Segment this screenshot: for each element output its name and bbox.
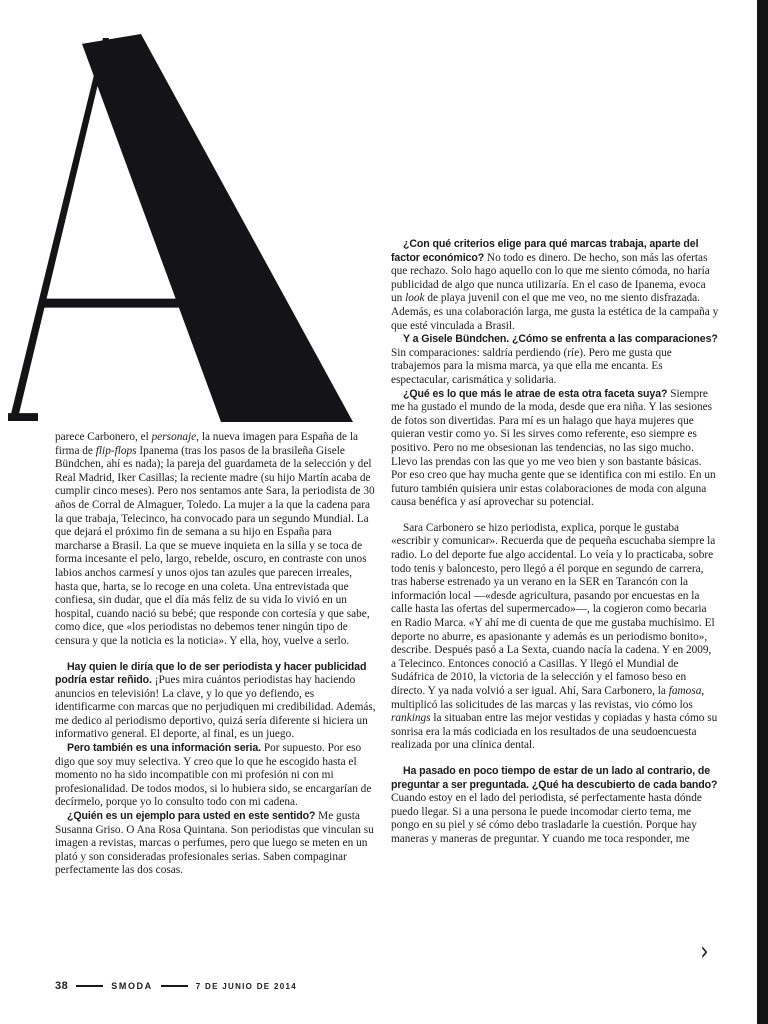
paragraph [55, 810, 376, 878]
text-segment-regular: Por supuesto. Por eso digo que soy muy selectiva. Y creo que lo que he escogido hasta el momento no ha sido incompatible con mi profesión ni con mi profesionalidad. De todos modos, si lo hubiera sido, se encargarían de decírmelo, porque yo lo consulto todo con mi cadena. [55, 742, 372, 809]
dropcap-thick-stroke [82, 34, 353, 422]
dropcap-hairline-stroke [10, 38, 109, 418]
text-segment-regular: Siempre me ha gustado el mundo de la moda, desde que era niña. Y las sesiones de fotos son divertidas. Para mí es un halago que haya mujeres que quieran vestir como yo. Si les sirves como referente, eso siempre es positivo. Pero no me obsesionan las tendencias, no las sigo mucho. Llevo las prendas con las que yo me veo bien y son bastante básicas. Por eso creo que hay mucha gente que se identifica con mi estilo. En un futuro también quisiera unir estas colaboraciones de moda con alguna causa benéfica y así aprovechar su potencial. [391, 387, 716, 509]
issue-date: 7 DE JUNIO DE 2014 [195, 981, 297, 991]
text-segment-bold: Ha pasado en poco tiempo de estar de un lado al contrario, de preguntar a ser preguntada. ¿Qué ha descubierto de cada bando? [391, 764, 718, 791]
right-column [391, 238, 719, 847]
footer-rule [161, 985, 188, 986]
text-segment-italic: look [405, 292, 425, 305]
text-segment-regular: Me gusta Susanna Griso. O Ana Rosa Quintana. Son periodistas que vinculan su imagen a revistas, marcas o perfumes, pero que luego se meten en un plató y son consideradas profesionales serias. Saben compaginar perfectamente las dos cosas. [55, 810, 374, 877]
footer-rule [76, 985, 103, 986]
text-segment-regular: la situaban entre las mejor vestidas y copiadas y hasta cómo su sonrisa era la más codiciada en los resultados de una seudoencuesta realizada por una clínica dental. [391, 712, 718, 752]
text-segment-regular: Ipanema (tras los pasos de la brasileña Gisele Bündchen, ahí es nada); la pareja del guardameta de la selección y del Real Madrid, Iker Casillas; la reciente madre (su hijo Martín acaba de cumplir cinco meses). Pero nos sentamos ante Sara, la periodista de 30 años de Corral de Almaguer, Toledo. La mujer a la que la cadena para la que trabaja, Telecinco, ha convocado para un segundo Mundial. La que dejará el próximo fin de semana a su hijo en España para marcharse a Brasil. La que se mueve inquieta en la silla y se toca de forma incesante el pelo, largo, rebelde, oscuro, en contraste con unos labios anchos carmesí y unos ojos tan azules que parecen irreales, hasta que, harta, se lo recoge en una coleta. Una entrevistada que confiesa, sin dudar, que el día más feliz de su vida lo vivió en un hospital, cuando nació su bebé; que responde con cortesía y que sabe, como dice, que «los periodistas no debemos tener ningún tipo de censura y que la noticia es la noticia». Y ella, hoy, vuelve a serlo. [55, 444, 375, 647]
text-segment-regular: No todo es dinero. De hecho, son más las ofertas que rechazo. Solo hago aquello con lo que me siento cómoda, no haría publicidad de algo que nunca utilizaría. En el caso de Ipanema, evoca un [391, 251, 710, 305]
text-segment-regular: Cuando estoy en el lado del periodista, sé perfectamente hasta dónde puedo llegar. Si a una persona le puede incomodar cierto tema, me pongo en su piel y sé cómo debo trasladarle la cuestión. Porque hay maneras y maneras de preguntar. Y cuando me toca responder, me [391, 792, 702, 845]
dropcap-foot-serif [8, 413, 38, 421]
paragraph [391, 765, 719, 847]
text-segment-italic: personaje [151, 431, 197, 443]
text-segment-bold: Hay quien le diría que lo de ser periodista y hacer publicidad podría estar reñido. [55, 660, 367, 687]
left-column [55, 431, 376, 878]
scan-edge-strip [757, 0, 768, 1024]
dropcap-crossbar [37, 299, 185, 308]
text-segment-bold: Y a Gisele Bündchen. ¿Cómo se enfrenta a las comparaciones? [403, 333, 718, 346]
text-segment-regular: de playa juvenil con el que me veo, no me siento disfrazada. Además, es una colaboración larga, me gusta la estética de la campaña y que esté vinculada a Brasil. [391, 292, 719, 332]
page-footer [55, 980, 297, 992]
paragraph [391, 333, 719, 387]
text-segment-regular: , la nueva imagen para España de la firma de [55, 431, 359, 457]
text-segment-italic: flip-flops [95, 444, 137, 457]
paragraph [391, 238, 719, 333]
text-segment-regular: Sara Carbonero se hizo periodista, explica, porque le gustaba «escribir y comunicar». Recuerda que de pequeña escuchaba siempre la radio. Lo del deporte fue algo accidental. Lo veía y lo practicaba, sobre todo tenis y baloncesto, pero llegó a él porque en segundo de carrera, tras haberse estrenado ya un verano en la SER en Tarancón con la información local —«desde agricultura, pasando por encuestas en la calle hasta las ofertas del supermercado»—, la cogieron como becaria en Radio Marca. «Y ahí me di cuenta de que me gustaba muchísimo. El deporte no aburre, es apasionante y además es un periodismo bonito», describe. Después pasó a La Sexta, cuando nacía la cadena. Y en 2009, a Telecinco. Entonces conoció a Casillas. Y llegó el Mundial de Sudáfrica de 2010, la victoria de la selección y el famoso beso en directo. Y ya nada volvió a ser igual. Ahí, Sara Carbonero, la [391, 521, 716, 697]
text-segment-regular: ¡Pues mira cuántos periodistas hay haciendo anuncios en televisión! La clave, y lo que yo defiendo, es identificarme con marcas que no perjudiquen mi credibilidad. Además, me dedico al periodismo deportivo, quizá sería diferente si hiciera un informativo general. El deporte, al final, es un juego. [55, 674, 376, 741]
text-segment-italic: famosa [668, 685, 702, 697]
text-segment-regular: parece Carbonero, el [55, 431, 152, 443]
continuation-arrow-icon: › [700, 936, 709, 967]
paragraph [55, 742, 376, 810]
text-segment-bold: ¿Quién es un ejemplo para usted en este sentido? [67, 810, 319, 823]
text-segment-bold: Pero también es una información seria. [67, 742, 264, 755]
text-segment-regular: , multiplicó las solicitudes de las marcas y las revistas, vio cómo los [391, 685, 705, 711]
page-number: 38 [55, 980, 69, 992]
paragraph [391, 522, 719, 753]
text-segment-bold: ¿Qué es lo que más le atrae de esta otra faceta suya? [403, 387, 671, 400]
paragraph [55, 661, 376, 743]
paragraph [391, 388, 719, 510]
text-segment-regular: Sin comparaciones: saldría perdiendo (ríe). Pero me gusta que trabajemos para la misma marca, ya que ella me encanta. Es espectacular, carismática y solidaria. [391, 346, 672, 386]
magazine-logo: SMODA [111, 981, 153, 991]
dropcap-a-glyph [8, 28, 353, 426]
paragraph [55, 431, 376, 649]
text-segment-italic: rankings [391, 712, 431, 725]
text-segment-bold: ¿Con qué criterios elige para qué marcas trabaja, aparte del factor económico? [391, 238, 699, 264]
